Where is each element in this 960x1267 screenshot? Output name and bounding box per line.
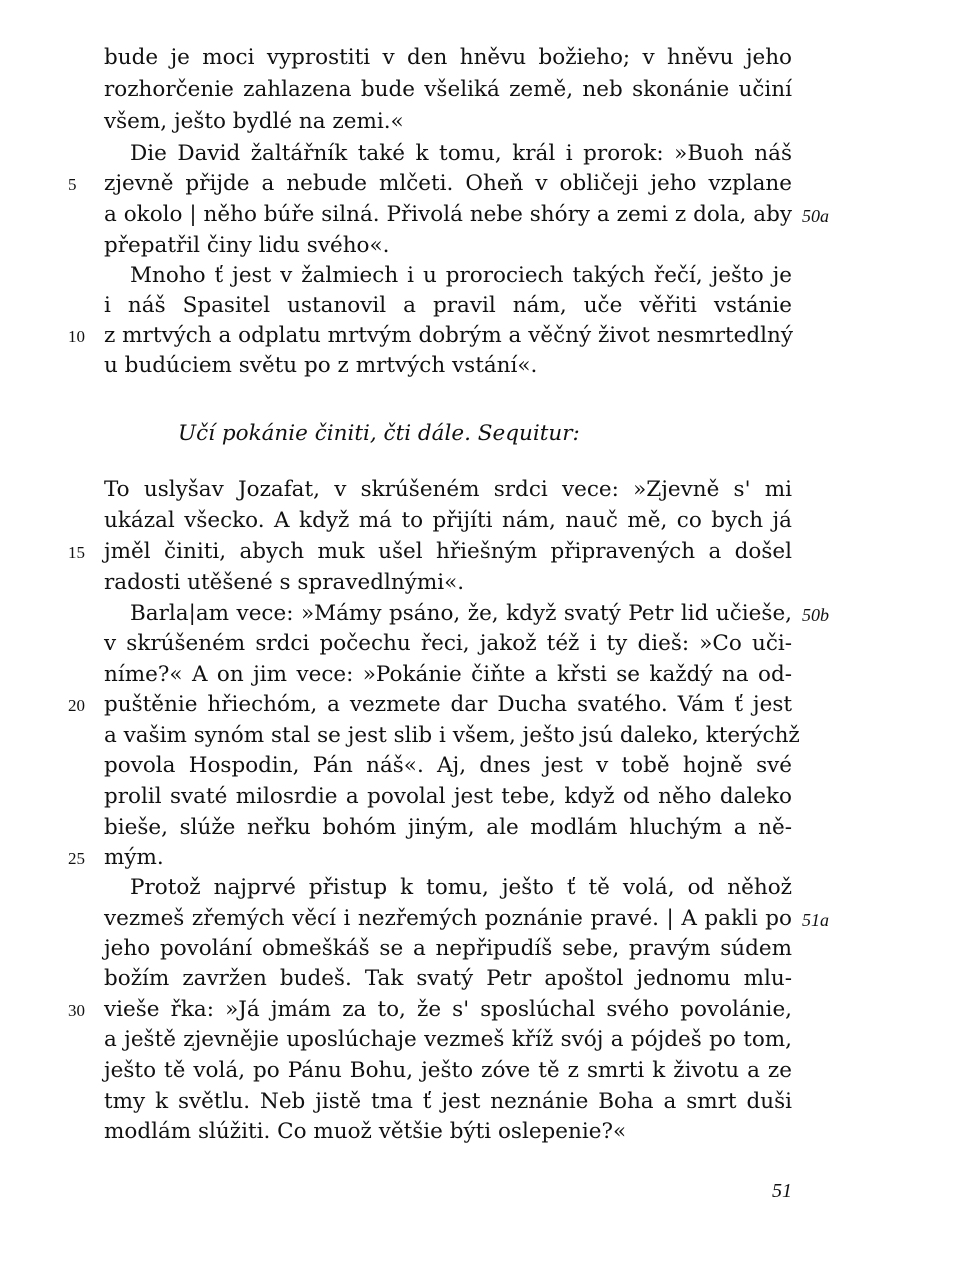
section-heading: Učí pokánie činiti, čti dále. Sequitur:	[178, 421, 580, 446]
line-number: 10	[68, 327, 85, 346]
text-line: a okolo | něho búře silná. Přivolá nebe shóry a zemi z dola, aby	[104, 202, 792, 227]
text-line: tmy k světlu. Neb jistě tma ť jest neznánie Boha a smrt duši	[104, 1089, 792, 1114]
line-number: 20	[68, 696, 85, 715]
text-line: i náš Spasitel ustanovil a pravil nám, uče věřiti vstánie	[104, 293, 792, 318]
text-line: povola Hospodin, Pán náš«. Aj, dnes jest v tobě hojně své	[104, 753, 792, 778]
line-number: 30	[68, 1001, 85, 1020]
page-number: 51	[772, 1180, 792, 1202]
text-line: prolil svaté milosrdie a povolal jest tebe, když od něho daleko	[104, 784, 792, 809]
text-line: Protož najprvé přistup k tomu, ješto ť tě volá, od něhož	[130, 875, 792, 900]
text-line: ješto tě volá, po Pánu Bohu, ješto zóve tě z smrti k životu a ze	[104, 1058, 792, 1083]
text-line: z mrtvých a odplatu mrtvým dobrým a věčný život nesmrtedlný	[104, 323, 793, 348]
text-line: božím zavržen budeš. Tak svatý Petr apoštol jednomu mlu-	[104, 966, 792, 991]
text-line: bude je moci vyprostiti v den hněvu božieho; v hněvu jeho	[104, 45, 792, 70]
text-line: To uslyšav Jozafat, v skrúšeném srdci vece: »Zjevně s' mi	[104, 477, 792, 502]
text-line: a ještě zjevnějie uposlúchaje vezmeš kříž svój a pójdeš po tom,	[104, 1027, 792, 1052]
text-line: radosti utěšené s spravedlnými«.	[104, 570, 465, 595]
margin-folio-note: 51a	[802, 910, 829, 930]
text-line: bieše, slúže neřku bohóm jiným, ale modlám hluchým a ně-	[104, 815, 792, 840]
text-line: níme?« A on jim vece: »Pokánie čiňte a křsti se každý na od-	[104, 662, 792, 687]
text-line: všem, ješto bydlé na zemi.«	[104, 109, 404, 134]
line-number: 25	[68, 849, 85, 868]
margin-folio-note: 50a	[802, 206, 829, 226]
text-line: vieše řka: »Já jmám za to, že s' sposlúchal svého povolánie,	[104, 997, 792, 1022]
text-line: vezmeš zřemých věcí i nezřemých poznánie pravé. | A pakli po	[104, 906, 792, 931]
text-line: mým.	[104, 845, 164, 870]
text-line: v skrúšeném srdci počechu řeci, jakož též i ty dieš: »Co uči-	[104, 631, 792, 656]
line-number: 15	[68, 543, 85, 562]
text-line: u budúciem světu po z mrtvých vstání«.	[104, 353, 538, 378]
text-line: ukázal všecko. A když má to přijíti nám, nauč mě, co bych já	[104, 508, 792, 533]
text-line: jeho povolání obmeškáš se a nepřipudíš sebe, pravým súdem	[104, 936, 792, 961]
text-line: puštěnie hřiechóm, a vezmete dar Ducha svatého. Vám ť jest	[104, 692, 792, 717]
text-line: zjevně přijde a nebude mlčeti. Oheň v obličeji jeho vzplane	[104, 171, 792, 196]
text-line: přepatřil činy lidu svého«.	[104, 233, 390, 258]
text-line: Barla|am vece: »Mámy psáno, že, když svatý Petr lid učieše,	[130, 601, 792, 626]
text-line: a vašim synóm stal se jest slib i všem, ješto jsú daleko, kterýchž	[104, 723, 800, 748]
text-line: Mnoho ť jest v žalmiech i u prorociech takých řečí, ješto je	[130, 263, 792, 288]
text-line: Die David žaltářník také k tomu, král i prorok: »Buoh náš	[130, 141, 792, 166]
margin-folio-note: 50b	[802, 605, 829, 625]
text-line: modlám slúžiti. Co muož většie býti oslepenie?«	[104, 1119, 627, 1144]
line-number: 5	[68, 175, 77, 194]
text-line: rozhorčenie zahlazena bude všeliká země, neb skonánie učiní	[104, 77, 792, 102]
text-line: jměl činiti, abych muk ušel hřiešným připravených a došel	[104, 539, 792, 564]
